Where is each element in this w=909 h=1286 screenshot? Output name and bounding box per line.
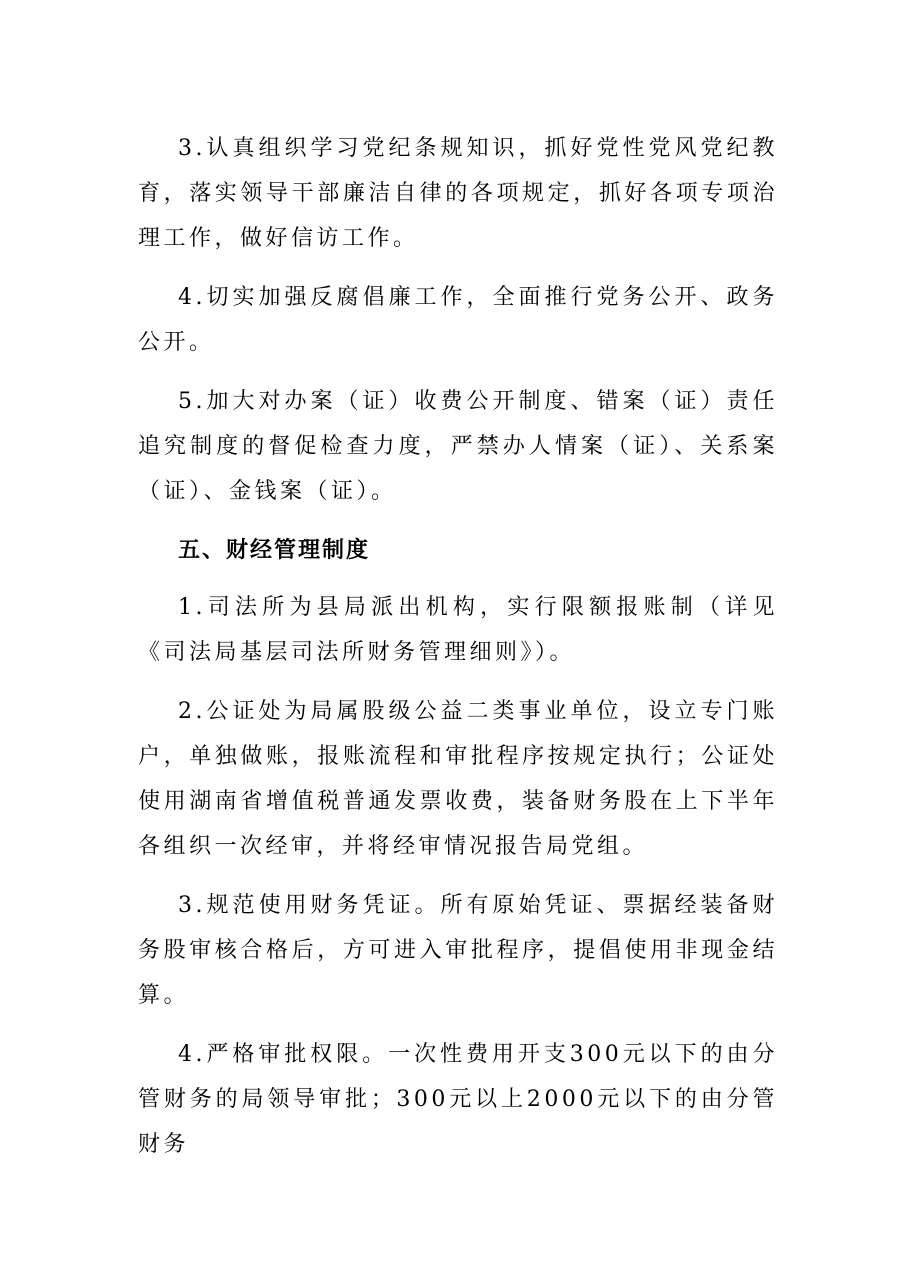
section-paragraph-1: 1.司法所为县局派出机构，实行限额报账制（详见《司法局基层司法所财务管理细则》）。 — [138, 595, 778, 665]
paragraph-item-5: 5.加大对办案（证）收费公开制度、错案（证）责任追究制度的督促检查力度，严禁办人情案（证）、关系案（证）、金钱案（证）。 — [138, 389, 778, 504]
paragraph-item-3: 3.认真组织学习党纪条规知识，抓好党性党风党纪教育，落实领导干部廉洁自律的各项规定，抓好各项专项治理工作，做好信访工作。 — [138, 136, 778, 251]
section-heading: 五、财经管理制度 — [178, 538, 371, 563]
section-paragraph-4: 4.严格审批权限。一次性费用开支300元以下的由分管财务的局领导审批；300元以上2000元以下的由分管财务 — [138, 1042, 778, 1157]
section-paragraph-3: 3.规范使用财务凭证。所有原始凭证、票据经装备财务股审核合格后，方可进入审批程序，提倡使用非现金结算。 — [138, 893, 778, 1008]
section-paragraph-2: 2.公证处为局属股级公益二类事业单位，设立专门账户，单独做账，报账流程和审批程序按规定执行；公证处使用湖南省增值税普通发票收费，装备财务股在上下半年各组织一次经审，并将经审情况报告局党组。 — [138, 699, 778, 859]
paragraph-item-4: 4.切实加强反腐倡廉工作，全面推行党务公开、政务公开。 — [138, 285, 778, 355]
document-body — [138, 126, 778, 1181]
